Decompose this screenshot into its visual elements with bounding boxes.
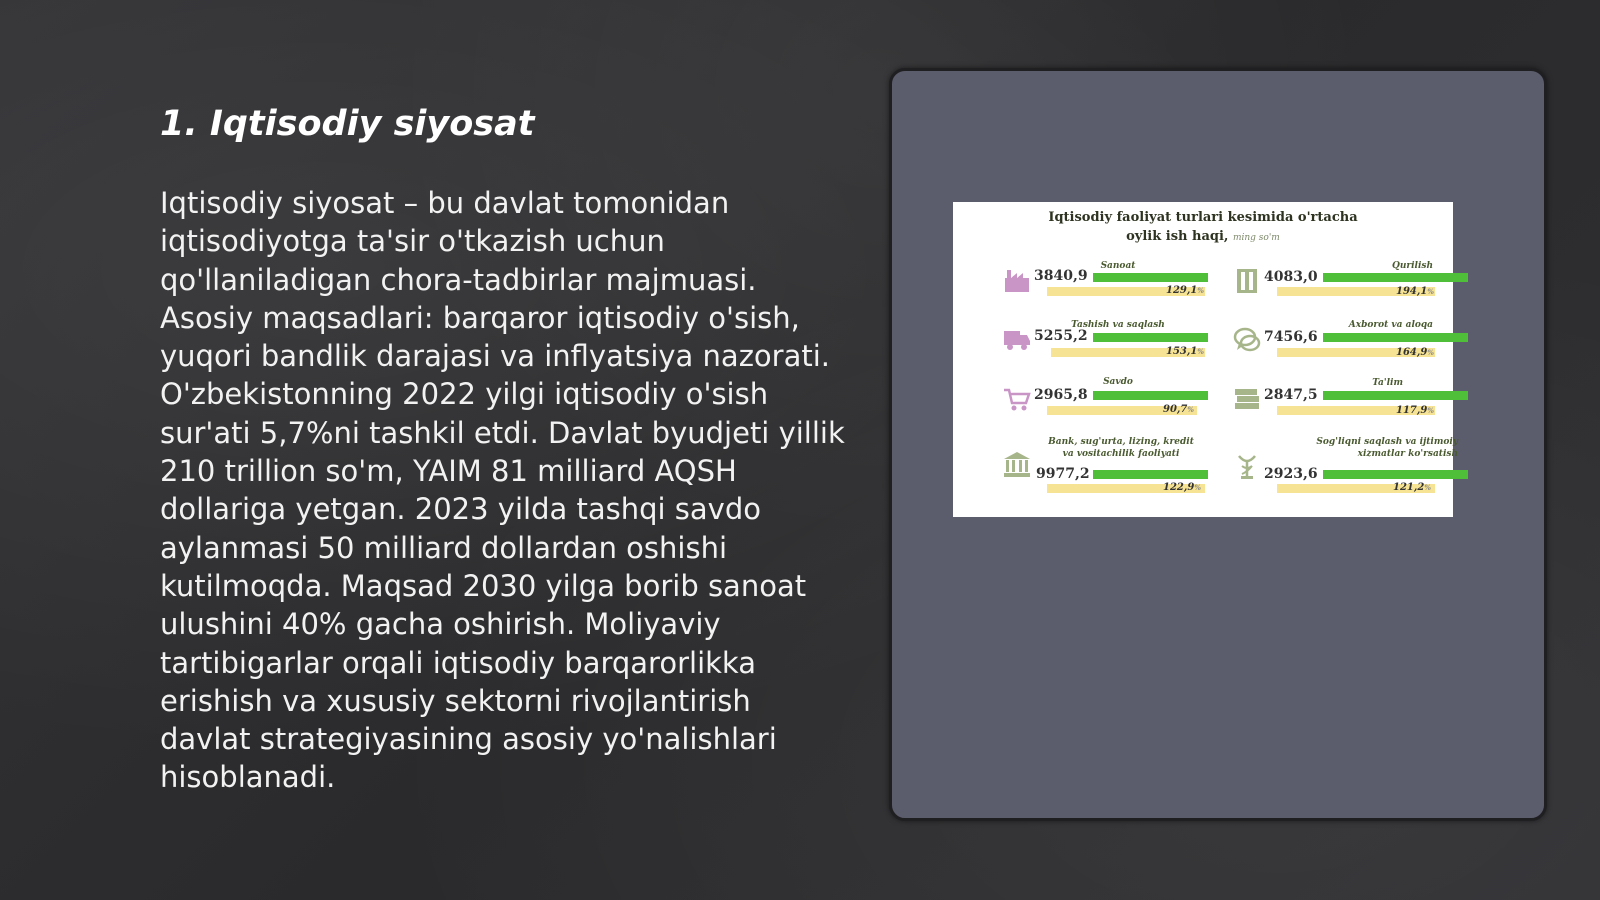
item-label: Ta'lim xyxy=(1372,378,1403,388)
item-label: Bank, sug'urta, lizing, kredit va vositachilik faoliyati xyxy=(1048,437,1194,459)
building-icon xyxy=(1233,266,1261,294)
slide-title: 1. Iqtisodiy siyosat xyxy=(160,104,535,144)
item-label: Qurilish xyxy=(1392,261,1433,271)
infographic-item-axborot xyxy=(1233,318,1468,376)
infographic-unit: ming so'm xyxy=(1232,233,1280,243)
medical-icon xyxy=(1233,452,1261,480)
image-panel xyxy=(889,68,1547,821)
chat-icon xyxy=(1233,326,1261,354)
infographic-title-line1: Iqtisodiy faoliyat turlari kesimida o'rtacha xyxy=(1048,210,1358,225)
item-label: Tashish va saqlash xyxy=(1071,320,1165,330)
infographic-item-savdo xyxy=(1003,376,1238,434)
item-label: Sanoat xyxy=(1100,261,1136,271)
value-bar xyxy=(1093,333,1208,342)
infographic-item-tashish xyxy=(1003,318,1238,376)
infographic-title-line2: oylik ish haqi, xyxy=(1126,229,1229,244)
item-percent: 164,9% xyxy=(1396,347,1434,358)
salary-infographic xyxy=(953,202,1458,517)
item-value: 2965,8 xyxy=(1034,387,1088,403)
value-bar xyxy=(1093,273,1208,282)
books-icon xyxy=(1233,385,1261,413)
infographic-title xyxy=(953,208,1453,248)
infographic-item-sanoat xyxy=(1003,258,1238,316)
item-percent: 121,2% xyxy=(1393,482,1431,493)
item-value: 9977,2 xyxy=(1036,466,1090,482)
infographic-item-bank xyxy=(1003,438,1238,496)
value-bar xyxy=(1093,391,1208,400)
item-label: Sog'liqni saqlash va ijtimoiy xizmatlar ko'rsatish xyxy=(1316,437,1458,459)
item-percent: 117,9% xyxy=(1396,405,1434,416)
item-value: 2847,5 xyxy=(1264,387,1318,403)
slide-body-text: Iqtisodiy siyosat – bu davlat tomonidan iqtisodiyotga ta'sir o'tkazish uchun qo'llaniladigan chora-tadbirlar majmuasi. Asosiy maqsadlari: barqaror iqtisodiy o'sish, yuqori bandlik darajasi va inflyatsiya nazorati. O'zbekistonning 2022 yilgi iqtisodiy o'sish sur'ati 5,7%ni tashkil etdi. Davlat byudjeti yillik 210 trillion so'm, YAIM 81 milliard AQSH dollariga yetgan. 2023 yilda tashqi savdo aylanmasi 50 milliard dollardan oshishi kutilmoqda. Maqsad 2030 yilga borib sanoat ulushini 40% gacha oshirish. Moliyaviy tartibigarlar orqali iqtisodiy barqarorlikka erishish va xususiy sektorni rivojlantirish davlat strategiyasining asosiy yo'nalishlari hisoblanadi. xyxy=(160,186,845,795)
item-label: Axborot va aloqa xyxy=(1348,320,1433,330)
infographic-item-sogliq xyxy=(1233,438,1468,496)
value-bar xyxy=(1323,333,1468,342)
value-bar xyxy=(1323,470,1468,479)
item-value: 3840,9 xyxy=(1034,268,1088,284)
factory-icon xyxy=(1003,266,1031,294)
item-percent: 194,1% xyxy=(1396,286,1434,297)
infographic-item-qurilish xyxy=(1233,258,1468,316)
value-bar xyxy=(1323,391,1468,400)
value-bar xyxy=(1323,273,1468,282)
item-percent: 122,9% xyxy=(1163,482,1201,493)
item-percent: 153,1% xyxy=(1166,346,1204,357)
item-value: 7456,6 xyxy=(1264,329,1318,345)
item-value: 5255,2 xyxy=(1034,328,1088,344)
item-percent: 129,1% xyxy=(1166,285,1204,296)
item-value: 2923,6 xyxy=(1264,466,1318,482)
infographic-item-talim xyxy=(1233,376,1468,434)
value-bar xyxy=(1093,470,1208,479)
cart-icon xyxy=(1003,385,1031,413)
item-percent: 90,7% xyxy=(1163,404,1195,415)
truck-icon xyxy=(1003,325,1031,353)
item-value: 4083,0 xyxy=(1264,269,1318,285)
item-label: Savdo xyxy=(1103,377,1133,387)
